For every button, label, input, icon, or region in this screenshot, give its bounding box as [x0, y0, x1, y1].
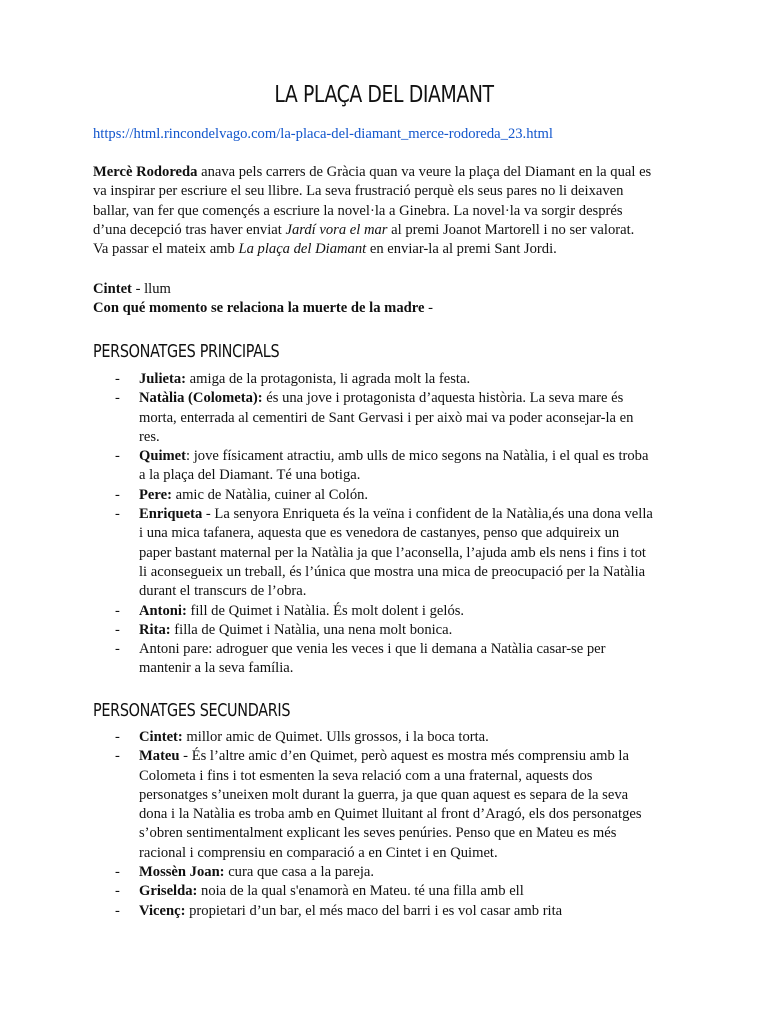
- list-dash: -: [115, 621, 120, 638]
- character-description: - És l’altre amic d’en Quimet, però aquest es mostra més comprensiu amb la Colometa i fins i tot esmenten la seva relació com a una fraternal, aquests dos personatges s’uneixen molt durant la guerra, ja que quan aquest es separa de la seva dona i la Natàlia es troba amb en Quimet lluitant al front d’Aragó, els dos personatges s’obren sentimentalment explicant les seves penúries. Penso que en Mateu es més racional i comprensiu en comparació a en Cintet i en Quimet.: [139, 748, 642, 861]
- character-name: Mossèn Joan:: [139, 864, 225, 881]
- character-name: Cintet:: [139, 729, 183, 745]
- character-description: : jove físicament atractiu, amb ulls de mico segons na Natàlia, i el qual es troba a la plaça del Diamant. Té una botiga.: [139, 448, 649, 484]
- list-item: [115, 621, 655, 640]
- character-name: Julieta:: [139, 371, 187, 387]
- list-item: [115, 902, 655, 921]
- note-question-suffix: -: [424, 300, 433, 317]
- heading-principals: PERSONATGES PRINCIPALS: [93, 341, 280, 362]
- character-name: Quimet: [139, 448, 187, 465]
- list-dash: -: [115, 506, 120, 523]
- character-description: noia de la qual s'enamorà en Mateu. té una filla amb ell: [197, 883, 524, 900]
- work-title-1: Jardí vora el mar: [285, 221, 388, 238]
- character-description: amic de Natàlia, cuiner al Colón.: [171, 486, 369, 503]
- list-dash: -: [115, 864, 120, 881]
- principal-character-list: [115, 370, 655, 679]
- list-dash: -: [115, 448, 120, 465]
- character-description: filla de Quimet i Natàlia, una nena molt bonica.: [170, 621, 453, 638]
- list-dash: -: [115, 371, 120, 387]
- list-item: [115, 640, 655, 679]
- work-title-2: La plaça del Diamant: [238, 241, 367, 258]
- list-dash: -: [115, 729, 120, 745]
- character-description: - La senyora Enriqueta és la veïna i confident de la Natàlia,és una dona vella i una mica tafanera, aquesta que es venedora de castanyes, penso que adquireix un paper bastant maternal per la Natàlia ja que l’aconsella, l’ajuda amb els nens i fins i tot li aconsegueix un treball, és l’única que mostra una mica de preocupació per la Natàlia durant el transcurs de l’obra.: [139, 506, 653, 600]
- note-question-text: Con qué momento se relaciona la muerte de la madre: [93, 300, 425, 317]
- list-dash: -: [115, 486, 120, 503]
- character-description: amiga de la protagonista, li agrada molt la festa.: [186, 371, 471, 387]
- document-title: LA PLAÇA DEL DIAMANT: [274, 82, 494, 108]
- list-item: [115, 602, 655, 621]
- character-description: cura que casa a la pareja.: [224, 864, 375, 881]
- intro-text-3: en enviar-la al premi Sant Jordi.: [366, 241, 557, 258]
- list-dash: -: [115, 641, 120, 658]
- author-name: Mercè Rodoreda: [93, 164, 198, 180]
- character-name: Pere:: [139, 486, 172, 503]
- character-description: és una jove i protagonista d’aquesta història. La seva mare és morta, enterrada al cementiri de Sant Gervasi i per això mai va poder aconsejar-la en res.: [139, 390, 634, 445]
- character-name: Mateu: [139, 748, 180, 765]
- list-dash: -: [115, 390, 120, 407]
- character-name: Natàlia (Colometa):: [139, 390, 263, 407]
- note-cintet: [93, 280, 653, 299]
- secondary-character-list: [115, 728, 655, 921]
- character-name: Rita:: [139, 621, 171, 638]
- list-item: [115, 505, 655, 601]
- list-item: [115, 389, 655, 447]
- list-item: [115, 370, 655, 389]
- list-item: [115, 728, 655, 747]
- list-dash: -: [115, 748, 120, 765]
- list-dash: -: [115, 602, 120, 619]
- note-question: [93, 299, 653, 318]
- notes-block: [93, 280, 653, 319]
- list-item: [115, 447, 655, 486]
- source-link[interactable]: https://html.rincondelvago.com/la-placa-del-diamant_merce-rodoreda_23.html: [93, 126, 553, 142]
- list-dash: -: [115, 883, 120, 900]
- list-item: [115, 486, 655, 505]
- intro-text-2: al premi Joanot Martorell i no ser valorat. Va passar el mateix amb: [93, 221, 635, 258]
- note-cintet-label: Cintet: [93, 281, 132, 297]
- character-name: Enriqueta: [139, 506, 203, 523]
- note-cintet-text: - llum: [131, 281, 171, 297]
- list-item: [115, 882, 655, 901]
- character-name: Griselda:: [139, 883, 198, 900]
- character-description: millor amic de Quimet. Ulls grossos, i la boca torta.: [182, 729, 489, 745]
- list-item: [115, 863, 655, 882]
- heading-secundaris: PERSONATGES SECUNDARIS: [93, 700, 291, 721]
- character-name: Antoni:: [139, 602, 187, 619]
- intro-text-1: anava pels carrers de Gràcia quan va veure la plaça del Diamant en la qual es va inspirar per escriure el seu llibre. La seva frustració perquè els seus pares no li deixaven ballar, van fer que començés a escriure la novel·la a Ginebra. La novel·la va sorgir després d’una decepció tras haver enviat: [93, 164, 652, 238]
- list-item: [115, 747, 655, 863]
- character-description: propietari d’un bar, el més maco del barri i es vol casar amb rita: [185, 902, 563, 919]
- character-description: Antoni pare: adroguer que venia les veces i que li demana a Natàlia casar-se per mantenir a la seva família.: [139, 641, 606, 677]
- character-name: Vicenç:: [139, 902, 186, 919]
- character-description: fill de Quimet i Natàlia. És molt dolent i gelós.: [186, 602, 465, 619]
- list-dash: -: [115, 902, 120, 919]
- intro-paragraph: [93, 163, 653, 259]
